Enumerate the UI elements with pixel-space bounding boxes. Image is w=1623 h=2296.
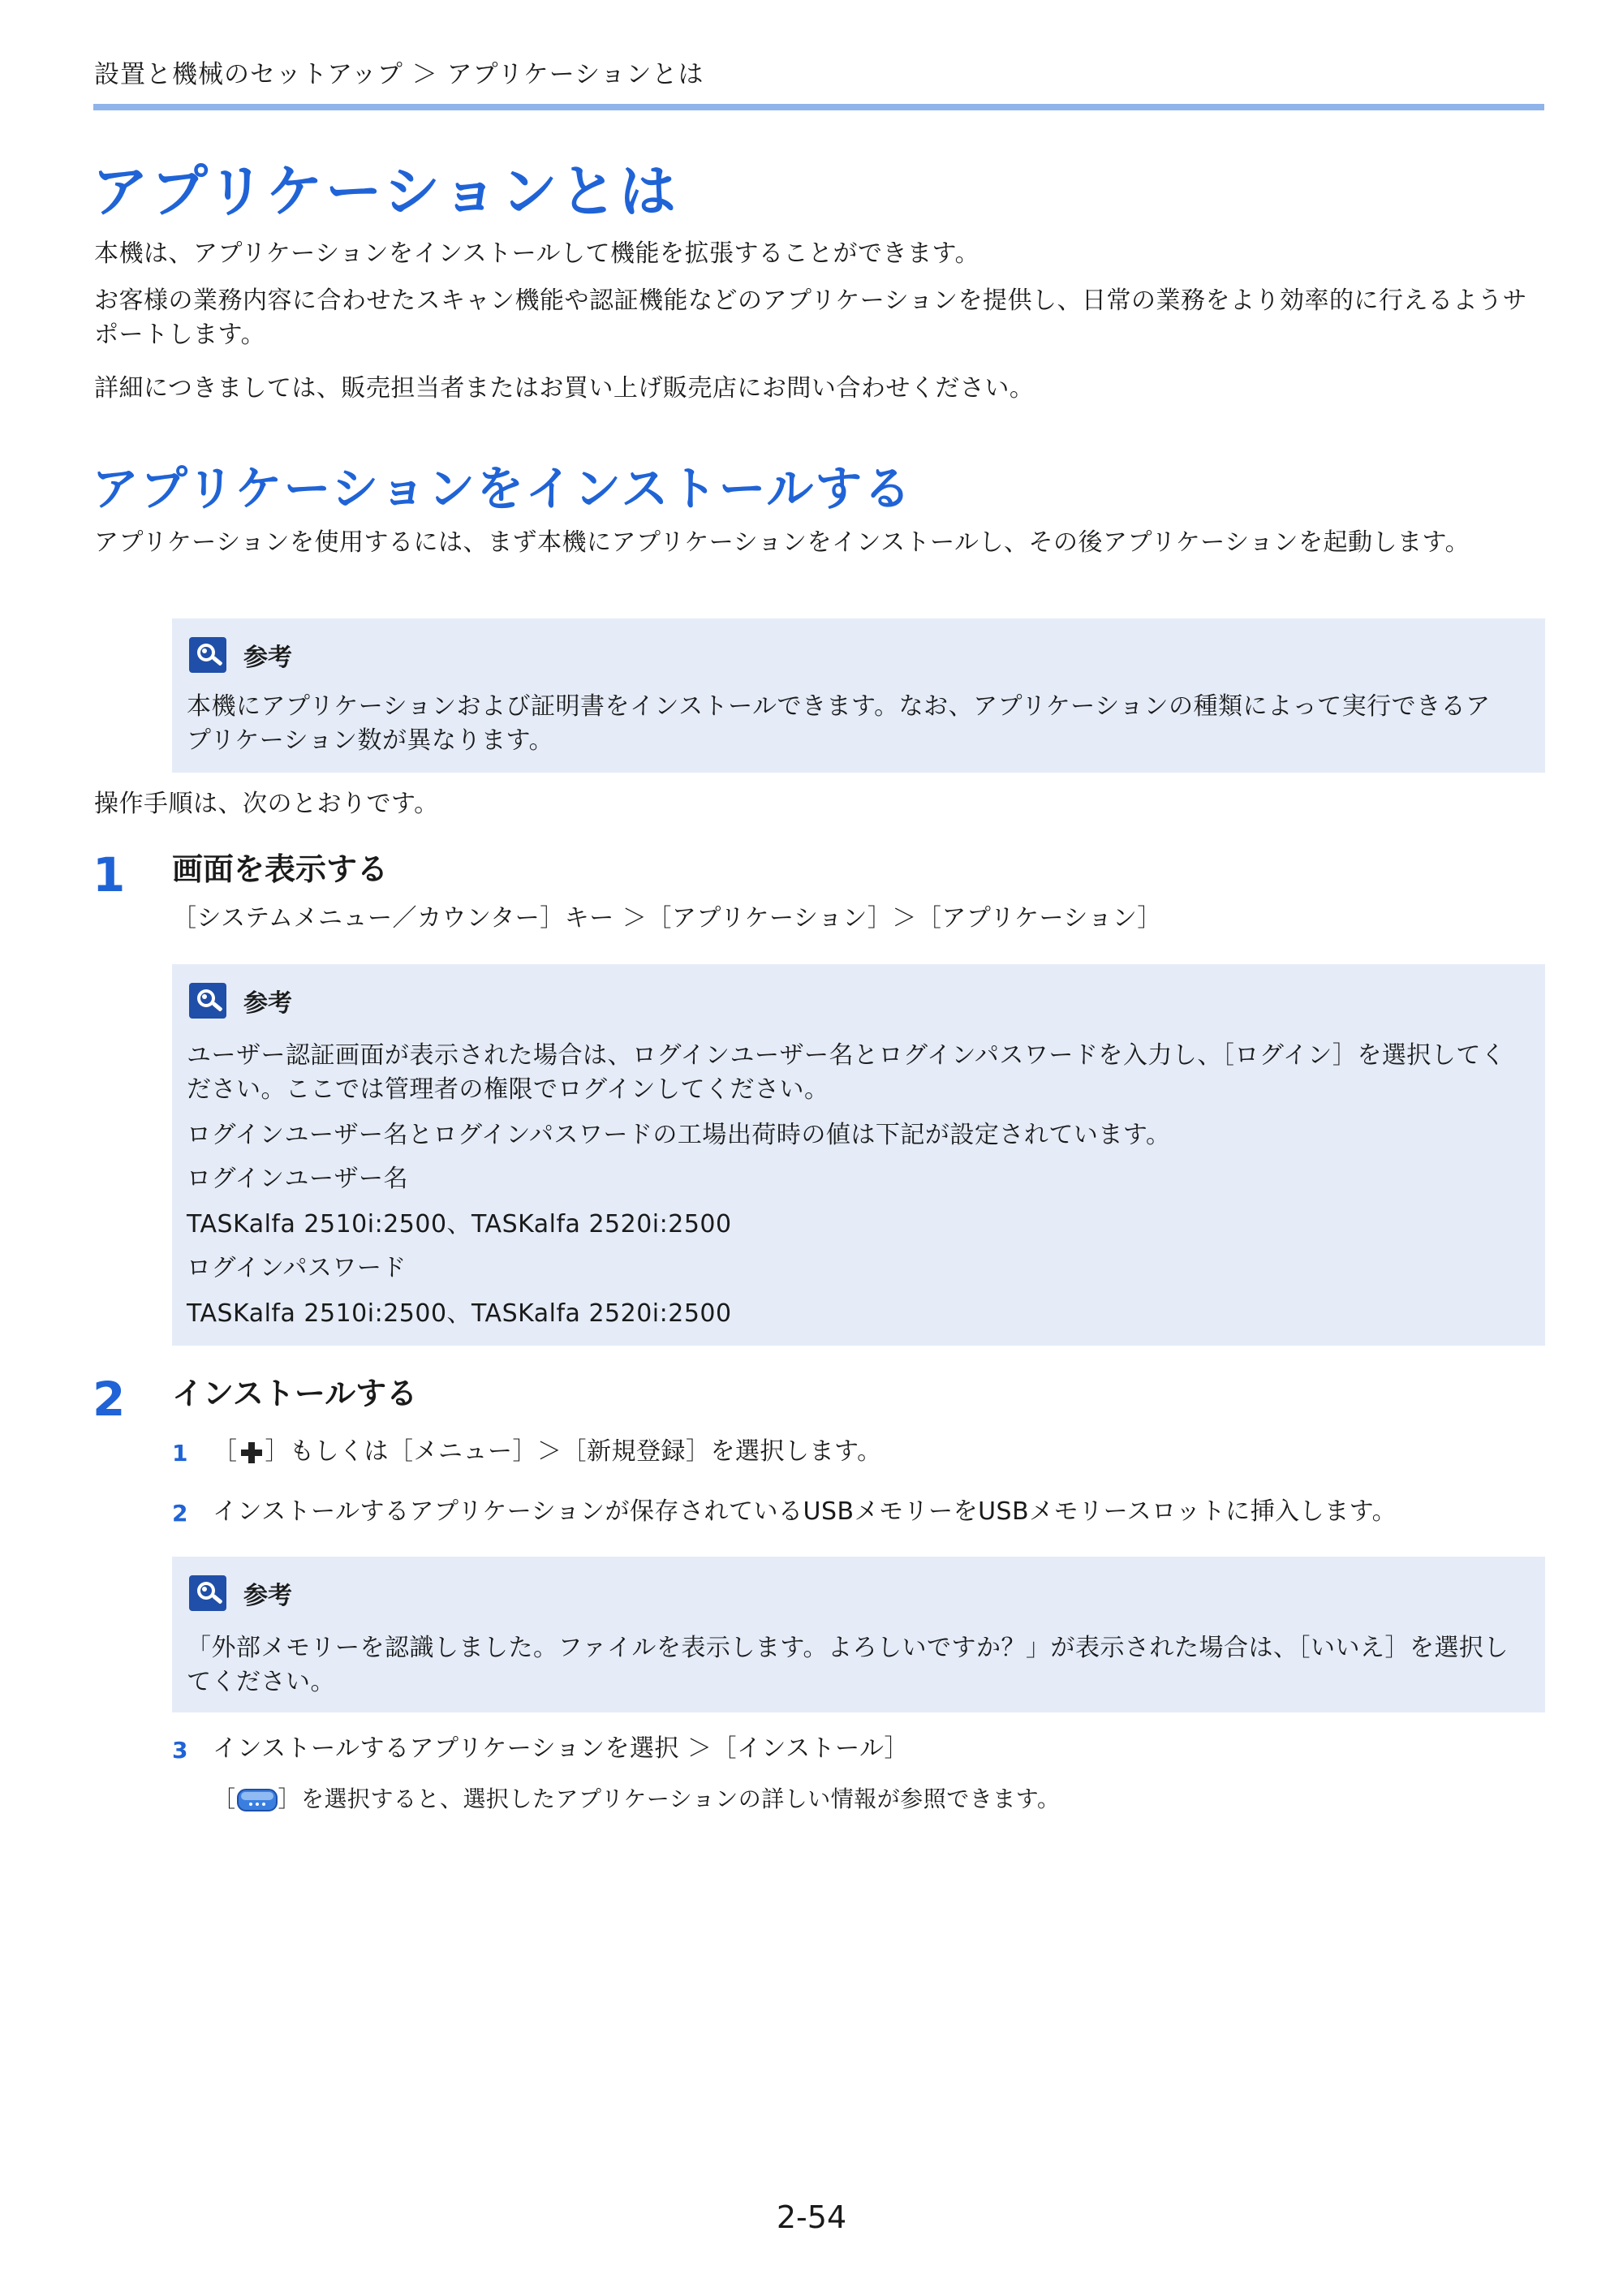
substep-1-text: ］もしくは［メニュー］＞［新規登録］を選択します。 [265,1437,882,1466]
plus-icon [238,1439,265,1467]
step-title-1: 画面を表示する [172,851,389,887]
substep-1 [213,1435,882,1469]
note-text-external-memory: 「外部メモリーを認識しました。ファイルを表示します。よろしいですか？」が表示された場合は、［いいえ］を選択してください。 [187,1634,1509,1696]
breadcrumb: 設置と機械のセットアップ ＞ アプリケーションとは [94,60,704,89]
procedure-intro: 操作手順は、次のとおりです。 [94,790,439,818]
intro-paragraph-2: お客様の業務内容に合わせたスキャン機能や認証機能などのアプリケーションを提供し、日常の業務をより効率的に行えるようサポートします。 [94,286,1527,349]
step-1-path: ［システムメニュー／カウンター］キー ＞［アプリケーション］＞［アプリケーション］ [172,904,1162,933]
substep-3-detail [213,1782,1060,1816]
substep-2: インストールするアプリケーションが保存されているUSBメモリーをUSBメモリースロットに挿入します。 [213,1497,1397,1526]
note-magnifier-icon [188,982,227,1019]
login-password-value: TASKalfa 2510i:2500、TASKalfa 2520i:2500 [187,1299,732,1328]
step-number-1: 1 [93,847,126,902]
note-text: 本機にアプリケーションおよび証明書をインストールできます。なお、アプリケーションの種類によって実行できるアプリケーション数が異なります。 [187,692,1491,755]
note-box-1 [172,618,1545,773]
substep-1-bracket: ［ [213,1437,238,1466]
note-magnifier-icon [188,1574,227,1612]
page-title: アプリケーションとは [92,158,678,225]
note-box-2 [172,964,1545,1346]
note-text-login: ユーザー認証画面が表示された場合は、ログインユーザー名とログインパスワードを入力し、［ログイン］を選択してください。ここでは管理者の権限でログインしてください。 [187,1041,1506,1104]
note-box-3 [172,1557,1545,1712]
substep-number-2: 2 [172,1500,188,1527]
login-password-label: ログインパスワード [187,1254,407,1282]
note-text-defaults: ログインユーザー名とログインパスワードの工場出荷時の値は下記が設定されています。 [187,1121,1171,1149]
substep-3: インストールするアプリケーションを選択 ＞［インストール］ [213,1734,910,1763]
note-magnifier-icon [188,636,227,674]
step-title-2: インストールする [172,1376,418,1411]
login-user-value: TASKalfa 2510i:2500、TASKalfa 2520i:2500 [187,1210,732,1238]
more-button-icon [236,1787,278,1813]
substep-3-bracket: ［ [213,1786,236,1812]
substep-number-1: 1 [172,1440,188,1467]
substep-number-3: 3 [172,1737,188,1764]
login-user-label: ログインユーザー名 [187,1165,408,1193]
page-number: 2-54 [776,2199,847,2235]
section-title: アプリケーションをインストールする [92,461,913,516]
step-number-2: 2 [93,1372,126,1427]
intro-paragraph-3: 詳細につきましては、販売担当者またはお買い上げ販売店にお問い合わせください。 [94,374,1035,403]
section-intro: アプリケーションを使用するには、まず本機にアプリケーションをインストールし、その後アプリケーションを起動します。 [94,528,1470,557]
header-divider [93,104,1544,110]
intro-paragraph-1: 本機は、アプリケーションをインストールして機能を拡張することができます。 [94,239,980,268]
substep-3-detail-text: ］を選択すると、選択したアプリケーションの詳しい情報が参照できます。 [278,1786,1061,1812]
note-label: 参考 [243,644,292,672]
note-label: 参考 [243,1582,292,1610]
note-label: 参考 [243,989,292,1018]
